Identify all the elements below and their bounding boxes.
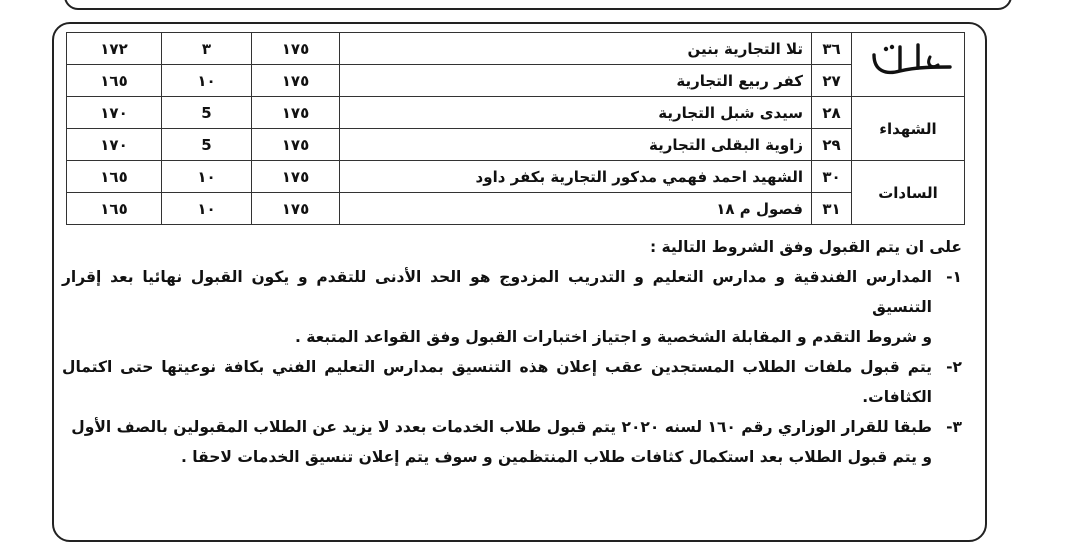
- school-name: الشهيد احمد فهمي مدكور التجارية بكفر داود: [340, 161, 812, 193]
- value-cell-2: 5: [162, 129, 252, 161]
- table-row: [67, 129, 965, 161]
- district-cell: الشهداء: [852, 97, 965, 161]
- condition-item-3-continuation: و يتم قبول الطلاب بعد استكمال كثافات طلاب المنتظمين و سوف يتم إعلان تنسيق الخدمات لاحقا .: [180, 448, 932, 466]
- value-cell-2: ١٠: [162, 65, 252, 97]
- row-number: ٣٦: [812, 33, 852, 65]
- table-row: [67, 97, 965, 129]
- item-text: يتم قبول ملفات الطلاب المستجدين عقب إعلان هذه التنسيق بمدارس التعليم الفني بكافة نوعيتها حتى اكتمال الكثافات.: [62, 358, 932, 406]
- value-cell-3: ١٧٢: [67, 33, 162, 65]
- item-text: المدارس الفندقية و مدارس التعليم و التدريب المزدوج هو الحد الأدنى للتقدم و يكون القبول نهائيا بعد إقرار التنسيق: [62, 268, 932, 316]
- conditions-heading: على ان يتم القبول وفق الشروط التالية :: [649, 238, 962, 256]
- row-number: ٣٠: [812, 161, 852, 193]
- value-cell-1: ١٧٥: [252, 129, 340, 161]
- value-cell-2: ١٠: [162, 161, 252, 193]
- value-cell-3: ١٧٠: [67, 97, 162, 129]
- value-cell-1: ١٧٥: [252, 97, 340, 129]
- condition-item-1-continuation: و شروط التقدم و المقابلة الشخصية و اجتياز اختبارات القبول وفق القواعد المتبعة .: [295, 328, 932, 346]
- table-row: [67, 65, 965, 97]
- school-name: سيدى شبل التجارية: [340, 97, 812, 129]
- value-cell-3: ١٦٥: [67, 161, 162, 193]
- value-cell-1: ١٧٥: [252, 33, 340, 65]
- value-cell-3: ١٦٥: [67, 65, 162, 97]
- item-marker: ٣-: [946, 418, 962, 436]
- row-number: ٢٧: [812, 65, 852, 97]
- item-marker: ٢-: [946, 358, 962, 376]
- district-cell-tala: [852, 33, 965, 97]
- school-name: فصول م ١٨: [340, 193, 812, 225]
- item-text: طبقا للقرار الوزاري رقم ١٦٠ لسنه ٢٠٢٠ يتم قبول طلاب الخدمات بعدد لا يزيد عن الطلاب المقبولين بالصف الأول: [71, 418, 932, 436]
- condition-item-3: [62, 412, 962, 442]
- row-number: ٣١: [812, 193, 852, 225]
- value-cell-2: 5: [162, 97, 252, 129]
- condition-item-1: [62, 262, 962, 322]
- value-cell-3: ١٧٠: [67, 129, 162, 161]
- district-cell: السادات: [852, 161, 965, 225]
- value-cell-3: ١٦٥: [67, 193, 162, 225]
- schools-table: [66, 32, 965, 225]
- school-name: زاوية البقلى التجارية: [340, 129, 812, 161]
- row-number: ٢٩: [812, 129, 852, 161]
- school-name: كفر ربيع التجارية: [340, 65, 812, 97]
- value-cell-2: ١٠: [162, 193, 252, 225]
- admission-conditions: [62, 232, 962, 472]
- table-row: [67, 193, 965, 225]
- school-name: تلا التجارية بنين: [340, 33, 812, 65]
- district-handwritten-name-icon: [866, 37, 956, 81]
- table-row: [67, 33, 965, 65]
- row-number: ٢٨: [812, 97, 852, 129]
- table-row: [67, 161, 965, 193]
- value-cell-1: ١٧٥: [252, 161, 340, 193]
- previous-section-frame: [64, 0, 1012, 10]
- value-cell-2: ٣: [162, 33, 252, 65]
- value-cell-1: ١٧٥: [252, 193, 340, 225]
- value-cell-1: ١٧٥: [252, 65, 340, 97]
- item-marker: ١-: [946, 268, 962, 286]
- condition-item-2: [62, 352, 962, 412]
